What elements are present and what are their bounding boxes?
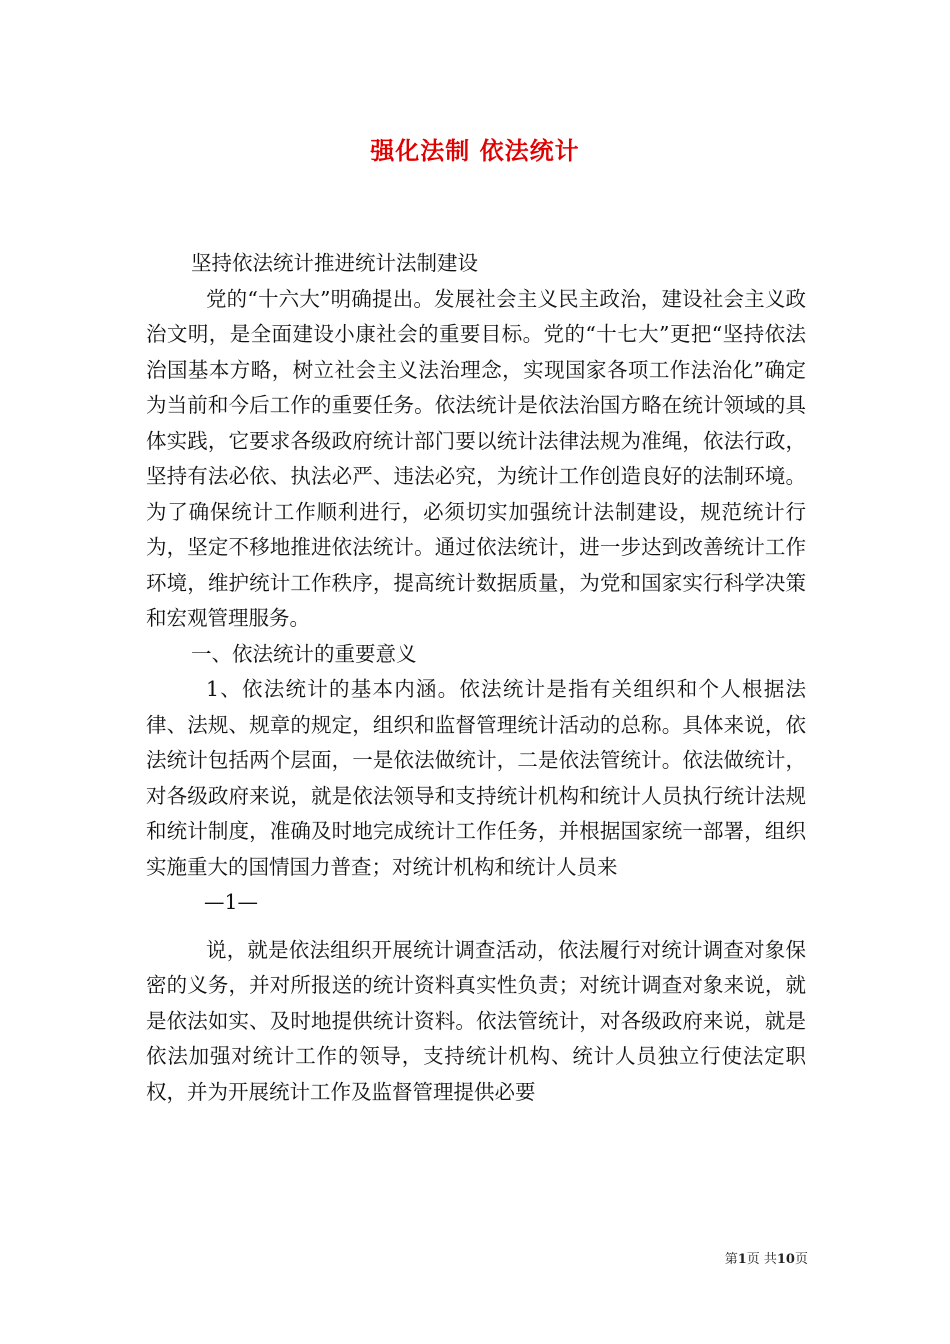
paragraph-continuation: 说，就是依法组织开展统计调查活动，依法履行对统计调查对象保密的义务，并对所报送的统计资料真实性负责；对统计调查对象来说，就是依法如实、及时地提供统计资料。依法管统计，对各级政府来说，就是依法加强对统计工作的领导，支持统计机构、统计人员独立行使法定职权，并为开展统计工作及监督管理提供必要 [146,937,806,1104]
document-title: 强化法制 依法统计 [370,136,580,165]
page-footer [725,1252,808,1268]
inline-page-marker: —1— [204,890,259,914]
document-subtitle: 坚持依法统计推进统计法制建设 [191,251,478,275]
footer-suffix: 页 [794,1252,808,1267]
footer-current-page: 1 [737,1252,747,1267]
paragraph-intro: 党的“十六大”明确提出。发展社会主义民主政治，建设社会主义政治文明，是全面建设小康社会的重要目标。党的“十七大”更把“坚持依法治国基本方略，树立社会主义法治理念，实现国家各项工作法治化”确定为当前和今后工作的重要任务。依法统计是依法治国方略在统计领域的具体实践，它要求各级政府统计部门要以统计法律法规为准绳，依法行政，坚持有法必依、执法必严、违法必究，为统计工作创造良好的法制环境。为了确保统计工作顺利进行，必须切实加强统计法制建设，规范统计行为，坚定不移地推进依法统计。通过依法统计，进一步达到改善统计工作环境，维护统计工作秩序，提高统计数据质量，为党和国家实行科学决策和宏观管理服务。 [146,286,806,630]
footer-total-pages: 10 [776,1252,795,1267]
footer-middle: 页 共 [746,1252,777,1267]
section-heading: 一、依法统计的重要意义 [191,641,417,666]
document-body [146,246,806,1110]
paragraph-basic-meaning: 1、依法统计的基本内涵。依法统计是指有关组织和个人根据法律、法规、规章的规定，组织和监督管理统计活动的总称。具体来说，依法统计包括两个层面，一是依法做统计，二是依法管统计。依法做统计，对各级政府来说，就是依法领导和支持统计机构和统计人员执行统计法规和统计制度，准确及时地完成统计工作任务，并根据国家统一部署，组织实施重大的国情国力普查；对统计机构和统计人员来 [146,677,806,879]
footer-prefix: 第 [724,1252,738,1267]
